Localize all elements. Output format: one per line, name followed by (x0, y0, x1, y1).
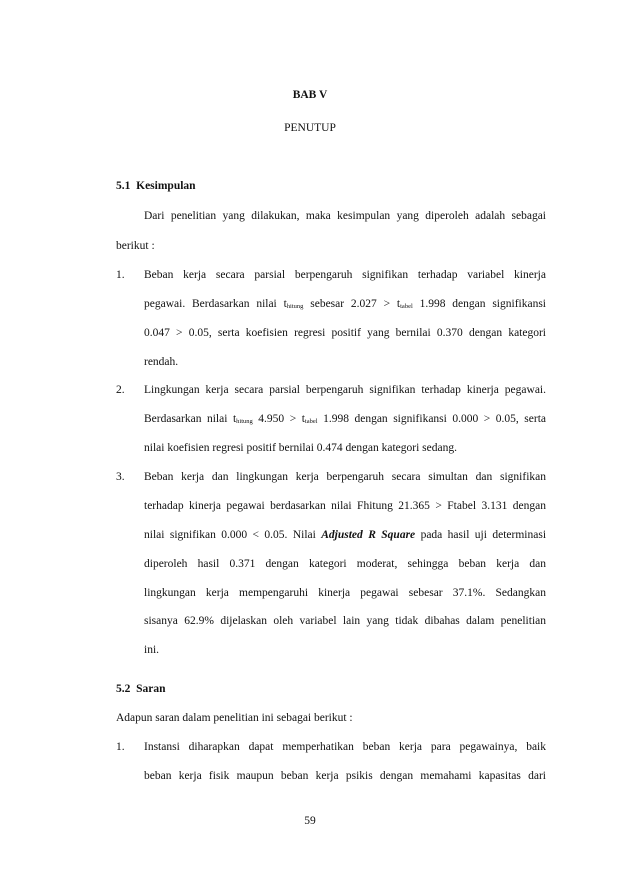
list-item-line: 0.047 > 0.05, serta koefisien regresi positif yang bernilai 0.370 dengan kategori (144, 327, 546, 339)
page-number: 59 (304, 815, 316, 827)
paragraph-line: Dari penelitian yang dilakukan, maka kesimpulan yang diperoleh adalah sebagai (144, 210, 546, 222)
chapter-number: BAB V (292, 89, 328, 101)
list-item-line: beban kerja fisik maupun beban kerja psikis dengan memahami kapasitas dari (144, 770, 546, 782)
list-item-line: Beban kerja secara parsial berpengaruh signifikan terhadap variabel kinerja (144, 269, 546, 281)
list-number: 1. (116, 741, 125, 753)
list-item-line: sisanya 62.9% dijelaskan oleh variabel lain yang tidak dibahas dalam penelitian (144, 615, 546, 627)
list-item-line: Beban kerja dan lingkungan kerja berpengaruh secara simultan dan signifikan (144, 471, 546, 483)
list-number: 1. (116, 269, 125, 281)
chapter-title: PENUTUP (284, 122, 336, 134)
paragraph-line: Adapun saran dalam penelitian ini sebagai berikut : (116, 712, 353, 724)
list-item-line: Instansi diharapkan dapat memperhatikan beban kerja para pegawainya, baik (144, 741, 546, 753)
list-item-line: Lingkungan kerja secara parsial berpengaruh signifikan terhadap kinerja pegawai. (144, 384, 546, 396)
list-item-line: terhadap kinerja pegawai berdasarkan nilai Fhitung 21.365 > Ftabel 3.131 dengan (144, 500, 546, 512)
list-item-line: rendah. (144, 356, 179, 368)
list-item-line: pegawai. Berdasarkan nilai $t_{hitung}$ sebesar $2.027 > t_{tabel}$ 1.998 dengan signifikansi (144, 298, 546, 310)
list-number: 2. (116, 384, 125, 396)
section-heading-kesimpulan: 5.1 Kesimpulan (116, 180, 196, 192)
list-item-line: Berdasarkan nilai $t_{hitung}$ $4.950 > t_{tabel}$ 1.998 dengan signifikansi 0.000 > 0.05, serta (144, 413, 547, 425)
section-heading-saran: 5.2 Saran (116, 683, 166, 695)
list-number: 3. (116, 471, 125, 483)
list-item-line: nilai koefisien regresi positif bernilai 0.474 dengan kategori sedang. (144, 442, 457, 454)
list-item-line: ini. (144, 644, 160, 656)
paragraph-line: berikut : (116, 240, 155, 252)
list-item-line: nilai signifikan 0.000 < 0.05. Nilai Adjusted R Square pada hasil uji determinasi (144, 529, 547, 541)
list-item-line: lingkungan kerja mempengaruhi kinerja pegawai sebesar 37.1%. Sedangkan (144, 587, 546, 599)
list-item-line: diperoleh hasil 0.371 dengan kategori moderat, sehingga beban kerja dan (144, 558, 546, 570)
